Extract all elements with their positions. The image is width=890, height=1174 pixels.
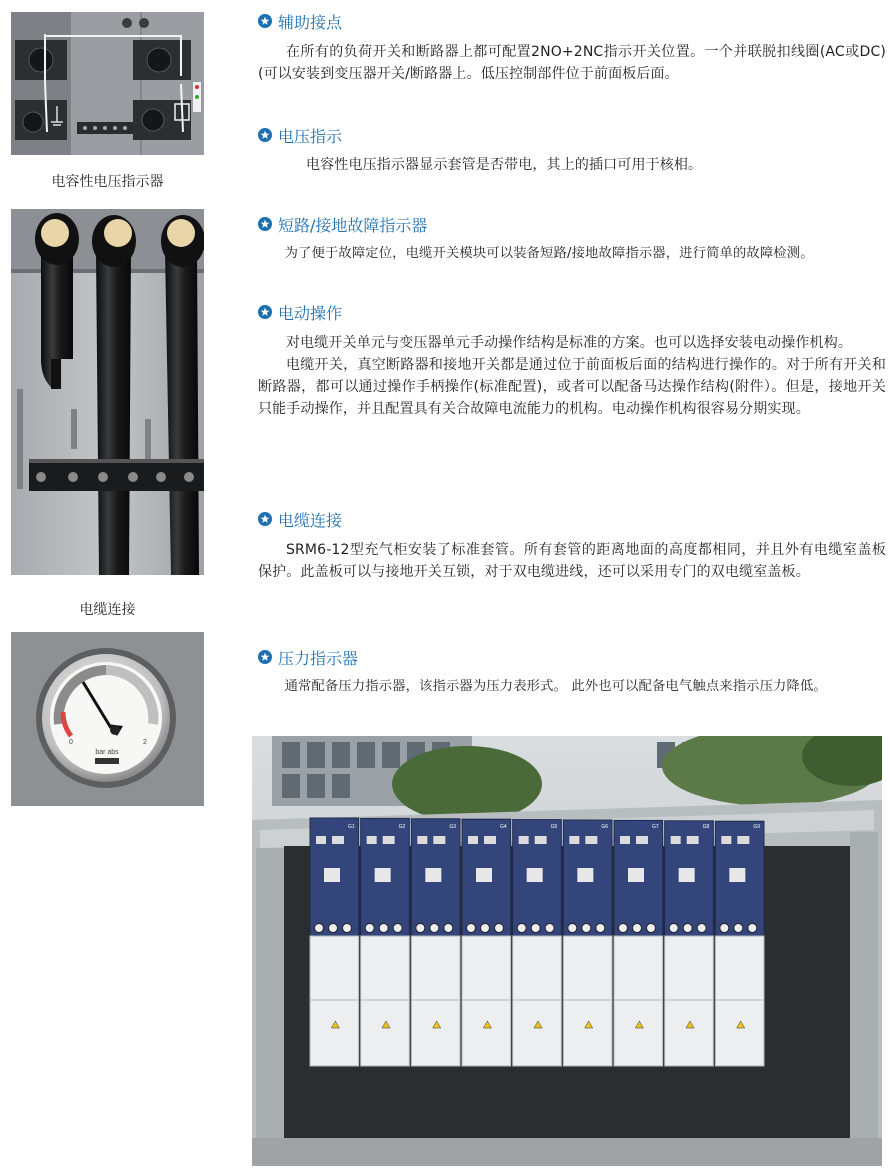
section-title: 电压指示 bbox=[278, 126, 343, 146]
section-paragraph: 通常配备压力指示器，该指示器为压力表形式。 此外也可以配备电气触点来指示压力降低。 bbox=[284, 679, 827, 694]
panel-label: G7 bbox=[651, 824, 659, 830]
section-motor-operation bbox=[258, 302, 886, 420]
switchgear-panel bbox=[411, 819, 460, 1066]
panel-label: G4 bbox=[499, 824, 507, 830]
panel-label: G1 bbox=[347, 824, 355, 830]
gauge-unit-label: bar abs bbox=[95, 749, 119, 756]
section-title: 压力指示器 bbox=[278, 648, 359, 668]
star-bullet-icon bbox=[258, 305, 272, 319]
star-bullet-icon bbox=[258, 128, 272, 142]
cable-connection-photo bbox=[11, 209, 204, 575]
section-paragraph: 电缆开关，真空断路器和接地开关都是通过位于前面板后面的结构进行操作的。对于所有开关和断路器，都可以通过操作手柄操作(标准配置)，或者可以配备马达操作结构(附件）。但是，接地开关只能手动操作，并且配置具有关合故障电流能力的机构。电动操作机构很容易分期实现。 bbox=[258, 357, 886, 417]
section-voltage-indication bbox=[258, 125, 886, 176]
star-bullet-icon bbox=[258, 512, 272, 526]
section-paragraph: 电容性电压指示器显示套管是否带电，其上的插口可用于核相。 bbox=[306, 157, 703, 173]
switchgear-photo bbox=[252, 736, 882, 1166]
section-title: 电动操作 bbox=[278, 303, 343, 323]
voltage-indicator-photo bbox=[11, 12, 204, 155]
pressure-gauge-photo bbox=[11, 632, 204, 806]
panel-label: G6 bbox=[601, 824, 608, 830]
section-fault-indicator bbox=[258, 214, 886, 265]
section-paragraph: 为了便于故障定位，电缆开关模块可以装备短路/接地故障指示器，进行简单的故障检测。 bbox=[284, 246, 814, 261]
switchgear-panel bbox=[462, 819, 511, 1066]
panel-label: G9 bbox=[753, 824, 760, 830]
panel-label: G3 bbox=[449, 824, 456, 830]
section-cable-connection bbox=[258, 509, 886, 583]
section-paragraph: SRM6-12型充气柜安装了标准套管。所有套管的距离地面的高度都相同，并且外有电缆室盖板保护。此盖板可以与接地开关互锁，对于双电缆进线，还可以采用专门的双电缆室盖板。 bbox=[258, 542, 886, 580]
star-bullet-icon bbox=[258, 217, 272, 231]
switchgear-panel bbox=[310, 818, 359, 1066]
switchgear-panel bbox=[614, 820, 663, 1066]
section-paragraph: 在所有的负荷开关和断路器上都可配置2NO+2NC指示开关位置。一个并联脱扣线圈(AC或DC)(可以安装到变压器开关/断路器上。低压控制部件位于前面板后面。 bbox=[258, 44, 886, 82]
switchgear-panel bbox=[715, 821, 764, 1066]
switchgear-panel bbox=[563, 820, 612, 1066]
section-aux-contacts bbox=[258, 11, 886, 85]
section-paragraph: 对电缆开关单元与变压器单元手动操作结构是标准的方案。也可以选择安装电动操作机构。 bbox=[286, 335, 852, 351]
section-title: 短路/接地故障指示器 bbox=[278, 215, 428, 235]
switchgear-panel bbox=[665, 821, 714, 1066]
section-title: 电缆连接 bbox=[278, 510, 343, 530]
star-bullet-icon bbox=[258, 14, 272, 28]
voltage-indicator-caption: 电容性电压指示器 bbox=[51, 174, 164, 190]
panel-label: G8 bbox=[702, 824, 710, 830]
gauge-scale-high: 2 bbox=[143, 739, 147, 746]
panel-label: G5 bbox=[550, 824, 558, 830]
star-bullet-icon bbox=[258, 650, 272, 664]
switchgear-panel bbox=[361, 818, 410, 1066]
cable-connection-caption: 电缆连接 bbox=[79, 602, 136, 618]
section-pressure-indicator bbox=[258, 647, 886, 698]
gauge-scale-low: 0 bbox=[69, 739, 73, 746]
switchgear-panel bbox=[513, 820, 562, 1066]
section-title: 辅助接点 bbox=[278, 12, 343, 32]
panel-label: G2 bbox=[398, 824, 406, 830]
